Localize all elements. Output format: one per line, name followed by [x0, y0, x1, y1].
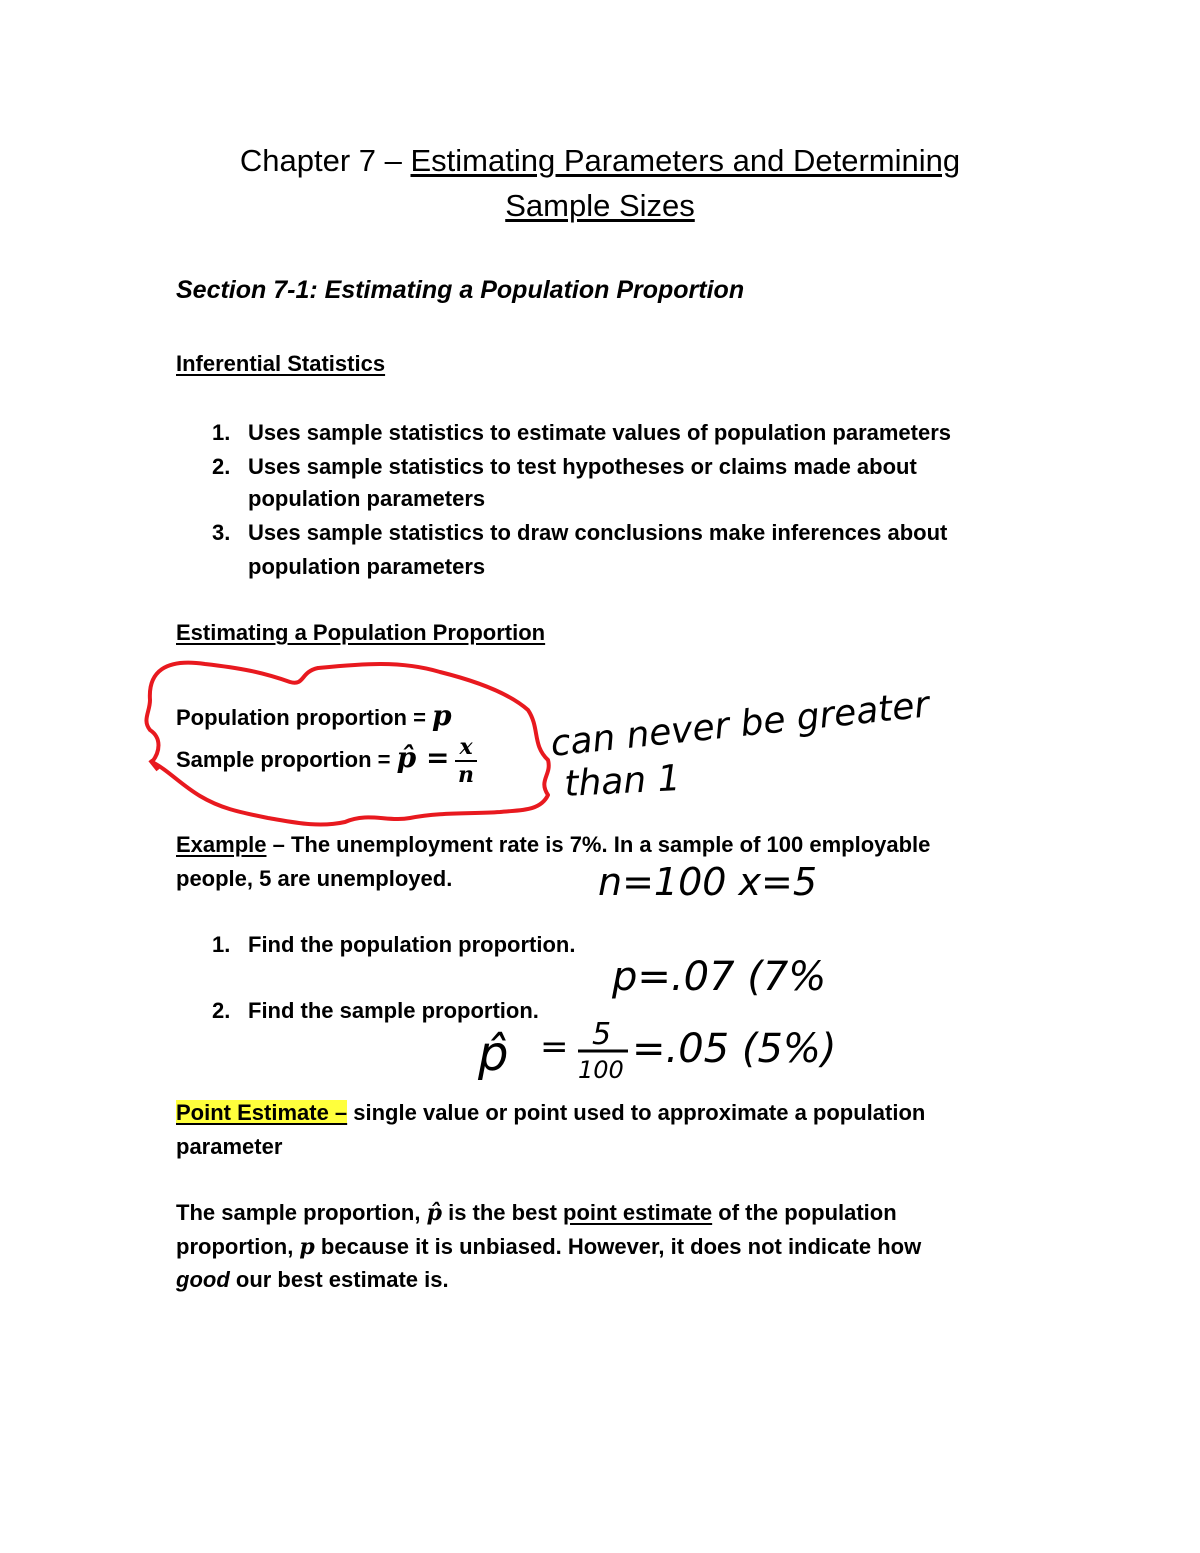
closing-line3: good our best estimate is.	[176, 1267, 449, 1292]
point-estimate-line2: parameter	[176, 1134, 283, 1159]
handwritten-note-line1: can never be greater	[548, 684, 932, 765]
red-circle-annotation	[146, 663, 548, 825]
example-line2: people, 5 are unemployed.	[176, 866, 453, 891]
list-item-continuation: population parameters	[248, 486, 486, 511]
sample-proportion-line: Sample proportion = p̂ = $\frac{x}{n}$	[176, 734, 477, 788]
handwritten-answer-2-rest: =.05 (5%)	[632, 1026, 837, 1072]
handwritten-answer-2-eq: =	[540, 1027, 569, 1067]
example-label: Example	[176, 832, 267, 857]
handwritten-answer-2-symbol: p̂	[478, 1026, 509, 1082]
chapter-title: Estimating Parameters and Determining	[410, 143, 961, 178]
handwritten-answer-2-den: 100	[578, 1056, 624, 1084]
handwritten-answer-2-num: 5	[592, 1017, 612, 1052]
point-estimate-line1: Point Estimate – single value or point used to approximate a population	[176, 1100, 926, 1125]
list-item: 2. Find the sample proportion.	[212, 998, 539, 1023]
list-item: 1. Uses sample statistics to estimate values of population parameters	[212, 420, 952, 445]
list-item: 3. Uses sample statistics to draw conclusions make inferences about	[212, 520, 948, 545]
handwritten-note-line2: than 1	[563, 757, 682, 805]
list-item-continuation: population parameters	[248, 554, 486, 579]
point-estimate-term: Point Estimate –	[176, 1100, 348, 1125]
inferential-heading: Inferential Statistics	[176, 351, 386, 376]
p-hat-symbol: p̂ =	[396, 740, 450, 774]
list-item: 1. Find the population proportion.	[212, 932, 576, 957]
section-heading: Section 7-1: Estimating a Population Proportion	[176, 276, 745, 304]
x-over-n-fraction: $\frac{x}{n}$	[455, 734, 476, 788]
closing-line1: The sample proportion, p̂ is the best point estimate of the population	[176, 1200, 897, 1226]
list-item: 2. Uses sample statistics to test hypotheses or claims made about	[212, 454, 917, 479]
handwritten-given-values: n=100 x=5	[598, 860, 818, 904]
handwritten-answer-1: p=.07 (7%	[612, 954, 827, 1000]
closing-line2: proportion, p because it is unbiased. However, it does not indicate how	[176, 1234, 922, 1260]
estimating-heading: Estimating a Population Proportion	[176, 620, 546, 645]
chapter-prefix: Chapter 7 –	[239, 143, 411, 178]
population-proportion-line: Population proportion = p	[176, 699, 452, 732]
example-line1: Example – The unemployment rate is 7%. In a sample of 100 employable	[176, 832, 931, 857]
p-symbol: p	[432, 699, 452, 732]
chapter-title-line2: Sample Sizes	[505, 188, 695, 223]
